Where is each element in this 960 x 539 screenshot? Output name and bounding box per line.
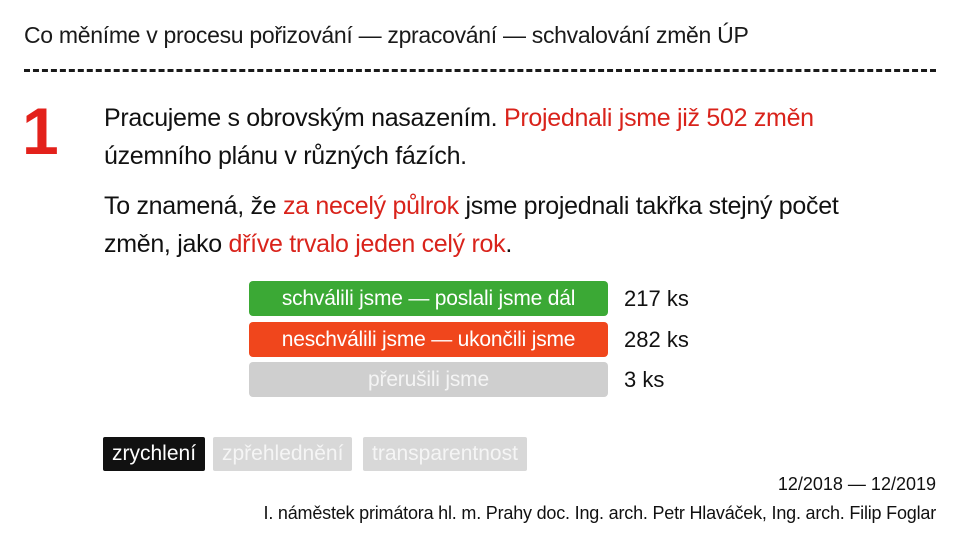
paragraph-comparison xyxy=(104,187,904,263)
tag-zprehledneni: zpřehlednění xyxy=(213,437,352,471)
intro-text: Pracujeme s obrovským nasazením. xyxy=(104,104,504,132)
slide-number: 1 xyxy=(22,94,59,168)
tag-transparentnost: transparentnost xyxy=(363,437,527,471)
tag-zrychleni: zrychlení xyxy=(103,437,205,471)
comparison-text-a: To znamená, že xyxy=(104,192,283,220)
dashed-divider xyxy=(24,69,936,72)
authors-label: I. náměstek primátora hl. m. Prahy doc. Ing. arch. Petr Hlaváček, Ing. arch. Filip Foglar xyxy=(263,503,936,523)
period-label: 12/2018 — 12/2019 xyxy=(777,474,936,494)
comparison-text-e: . xyxy=(505,230,512,258)
intro-highlight: Projednali jsme již 502 změn xyxy=(503,104,814,132)
page-title: Co měníme v procesu pořizování — zpracování — schvalování změn ÚP xyxy=(24,22,749,48)
comparison-highlight-year: dříve trvalo jeden celý rok xyxy=(228,230,506,258)
stat-count-rejected: 282 ks xyxy=(624,327,689,352)
stat-bar-suspended: přerušili jsme xyxy=(249,362,608,397)
stat-bar-approved: schválili jsme — poslali jsme dál xyxy=(249,281,608,316)
comparison-highlight-halfyear: za necelý půlrok xyxy=(282,192,459,220)
comparison-text-c: jsme projednali takřka stejný počet změn, jako xyxy=(104,192,839,258)
stat-count-approved: 217 ks xyxy=(624,286,689,311)
intro-rest: územního plánu v různých fázích. xyxy=(104,142,467,170)
stat-count-suspended: 3 ks xyxy=(624,367,665,392)
paragraph-intro xyxy=(104,99,904,175)
stat-bar-rejected: neschválili jsme — ukončili jsme xyxy=(249,322,608,357)
